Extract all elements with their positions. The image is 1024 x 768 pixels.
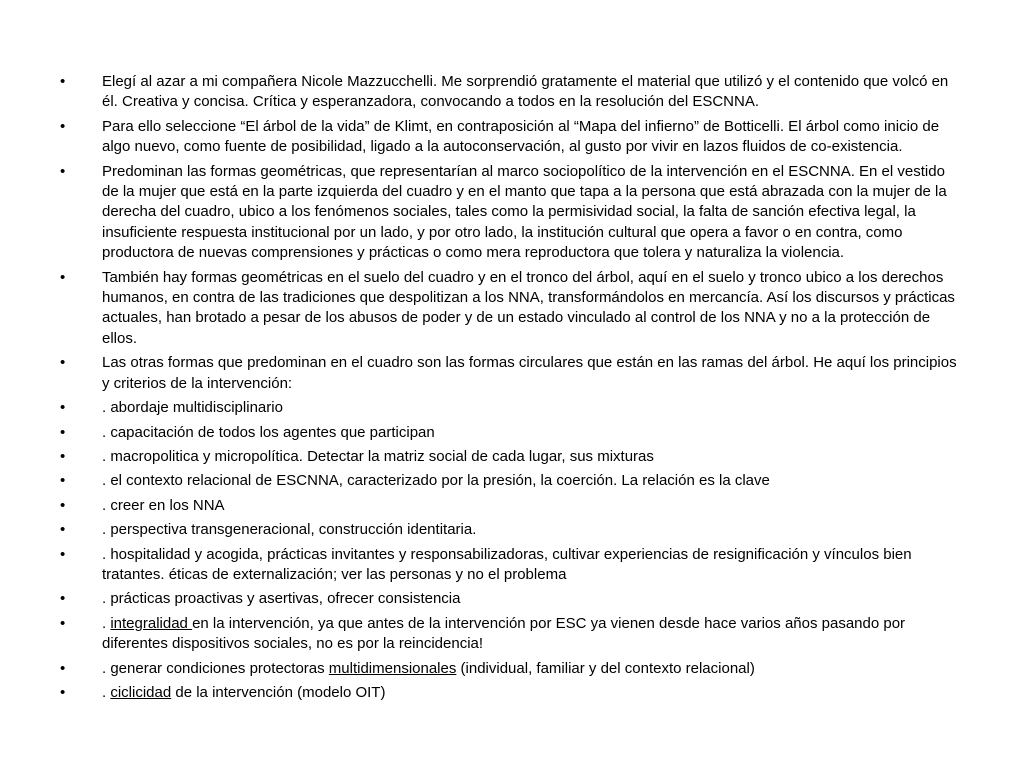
bullet-text <box>102 615 905 652</box>
bullet-text <box>102 684 385 701</box>
text-segment: . <box>102 683 111 701</box>
text-segment: Elegí al azar a mi compañera Nicole Mazzucchelli. Me sorprendió gratamente el material que utilizó y el contenido que volcó en él. Creativa y concisa. Crítica y esperanzadora, convocando a todos en la resolución del ESCNNA. <box>102 73 949 111</box>
text-segment: Las otras formas que predominan en el cuadro son las formas circulares que están en las ramas del árbol. He aquí los principios y criterios de la intervención: <box>102 354 957 392</box>
bullet-text <box>102 472 770 489</box>
text-segment: . generar condiciones protectoras <box>102 659 329 677</box>
text-segment: en la intervención, ya que antes de la intervención por ESC ya vienen desde hace varios años pasando por diferentes dispositivos sociales, no es por la reincidencia! <box>102 614 906 653</box>
text-segment: . el contexto relacional de ESCNNA, caracterizado por la presión, la coerción. La relación es la clave <box>102 472 770 490</box>
underlined-term: integralidad <box>110 614 193 632</box>
bullet-list <box>60 72 965 707</box>
bullet-text <box>102 497 225 514</box>
bullet-text <box>102 269 955 347</box>
bullet-text <box>102 73 948 110</box>
bullet-icon: • <box>60 472 66 490</box>
text-segment: . hospitalidad y acogida, prácticas invitantes y responsabilizadoras, cultivar experiencias de resignificación y vínculos bien tratantes. éticas de externalización; ver las personas y no el problema <box>102 545 912 583</box>
bullet-item <box>60 589 965 609</box>
bullet-text <box>102 163 947 262</box>
bullet-text <box>102 521 476 538</box>
bullet-icon: • <box>60 423 66 441</box>
bullet-item <box>60 659 965 679</box>
underlined-term: multidimensionales <box>328 659 457 677</box>
bullet-item <box>60 683 965 703</box>
bullet-icon: • <box>60 683 66 701</box>
bullet-text <box>102 546 912 583</box>
bullet-item <box>60 496 965 516</box>
text-segment: (individual, familiar y del contexto relacional) <box>456 659 755 677</box>
bullet-icon: • <box>60 614 66 632</box>
bullet-item <box>60 353 965 394</box>
bullet-icon: • <box>60 73 66 90</box>
bullet-icon: • <box>60 399 66 417</box>
text-segment: También hay formas geométricas en el suelo del cuadro y en el tronco del árbol, aquí en el suelo y tronco ubico a los derechos humanos, en contra de las tradiciones que despolitizan a los NNA, transformándolos en mercancía. Así los discursos y prácticas actuales, han brotado a pesar de los abusos de poder y de un estado vinculado al control de los NNA y no a la protección de ellos. <box>102 268 955 347</box>
bullet-item <box>60 423 965 443</box>
text-segment: Predominan las formas geométricas, que representarían al marco sociopolítico de la intervención en el ESCNNA. En el vestido de la mujer que está en la parte izquierda del cuadro y en el manto que tapa a la persona que está abrazada con la mujer de la derecha del cuadro, ubico a los fenómenos sociales, tales como la permisividad social, la falta de sanción efectiva legal, la insuficiente respuesta institucional por un lado, y por otro lado, la institución cultural que opera a favor o en contra, como productora de nuevas comprensiones y prácticas o como mera reproductora que tolera y naturaliza la violencia. <box>102 162 947 262</box>
bullet-text <box>102 399 283 416</box>
bullet-item <box>60 398 965 418</box>
bullet-icon: • <box>60 496 66 514</box>
text-segment: . creer en los NNA <box>102 496 225 514</box>
bullet-icon: • <box>60 545 66 563</box>
text-segment: Para ello seleccione “El árbol de la vida” de Klimt, en contraposición al “Mapa del infierno” de Botticelli. El árbol como inicio de algo nuevo, como fuente de posibilidad, ligado a la autoconservación, al gusto por vivir en lazos fluidos de co-existencia. <box>102 117 940 156</box>
bullet-icon: • <box>60 659 66 677</box>
bullet-text <box>102 448 654 465</box>
bullet-icon: • <box>60 354 66 372</box>
bullet-icon: • <box>60 590 66 608</box>
bullet-text <box>102 424 435 441</box>
bullet-text <box>102 590 460 607</box>
bullet-icon: • <box>60 162 66 180</box>
text-segment: . capacitación de todos los agentes que participan <box>102 423 435 441</box>
text-segment: . prácticas proactivas y asertivas, ofrecer consistencia <box>102 590 461 608</box>
bullet-text <box>102 660 755 677</box>
bullet-item <box>60 520 965 540</box>
bullet-item <box>60 117 965 158</box>
bullet-item <box>60 614 965 655</box>
bullet-icon: • <box>60 521 66 539</box>
text-segment: . <box>102 614 111 632</box>
bullet-item <box>60 447 965 467</box>
bullet-item <box>60 268 965 350</box>
bullet-icon: • <box>60 268 66 286</box>
text-segment: . abordaje multidisciplinario <box>102 399 283 417</box>
bullet-item <box>60 162 965 264</box>
bullet-item <box>60 72 965 113</box>
bullet-item <box>60 545 965 586</box>
bullet-icon: • <box>60 447 66 465</box>
bullet-item <box>60 471 965 491</box>
bullet-icon: • <box>60 117 66 135</box>
text-segment: de la intervención (modelo OIT) <box>171 683 386 701</box>
text-segment: . macropolitica y micropolítica. Detectar la matriz social de cada lugar, sus mixturas <box>102 447 654 465</box>
bullet-text <box>102 354 957 391</box>
underlined-term: ciclicidad <box>110 683 172 701</box>
text-segment: . perspectiva transgeneracional, construcción identitaria. <box>102 521 477 539</box>
bullet-text <box>102 118 939 155</box>
